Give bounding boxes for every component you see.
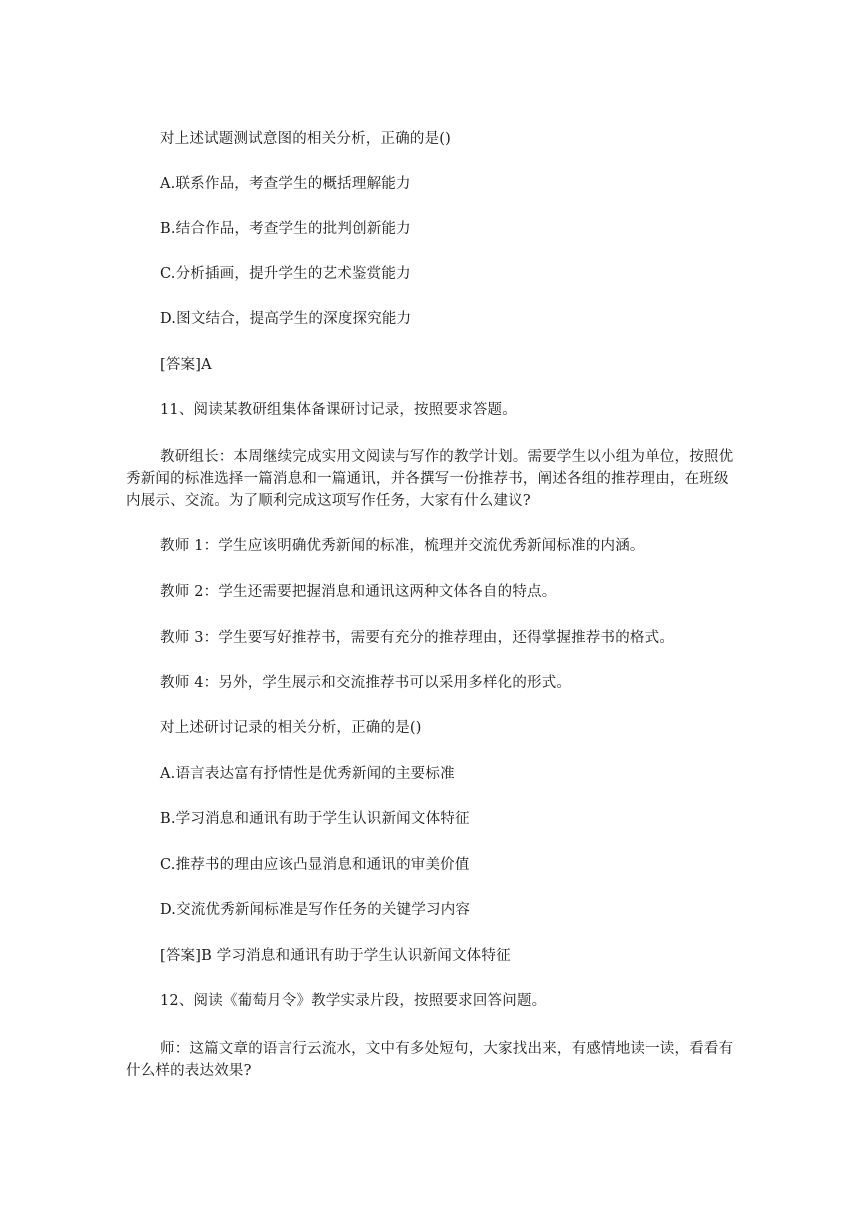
teacher-2-statement: 教师 2：学生还需要把握消息和通讯这两种文体各自的特点。 <box>160 584 557 600</box>
question-stem: 对上述研讨记录的相关分析，正确的是() <box>160 720 422 736</box>
option-c: C.推荐书的理由应该凸显消息和通讯的审美价值 <box>160 857 470 873</box>
question-stem: 对上述试题测试意图的相关分析，正确的是() <box>160 131 452 147</box>
teacher-dialogue: 师：这篇文章的语言行云流水，文中有多处短句，大家找出来，有感情地读一读，看看有什么样的表达效果? <box>126 1041 734 1079</box>
option-c: C.分析插画，提升学生的艺术鉴赏能力 <box>160 266 411 282</box>
option-b: B.结合作品，考查学生的批判创新能力 <box>160 221 411 237</box>
answer: [答案]B 学习消息和通讯有助于学生认识新闻文体特征 <box>160 948 511 964</box>
option-d: D.图文结合，提高学生的深度探究能力 <box>160 311 412 327</box>
answer: [答案]A <box>160 357 212 373</box>
option-a: A.联系作品，考查学生的概括理解能力 <box>160 176 411 192</box>
option-a: A.语言表达富有抒情性是优秀新闻的主要标准 <box>160 766 455 782</box>
question-12-heading: 12、阅读《葡萄月令》教学实录片段，按照要求回答问题。 <box>160 993 547 1009</box>
teacher-4-statement: 教师 4：另外，学生展示和交流推荐书可以采用多样化的形式。 <box>160 675 572 691</box>
question-11-heading: 11、阅读某教研组集体备课研讨记录，按照要求答题。 <box>160 402 517 418</box>
teacher-1-statement: 教师 1：学生应该明确优秀新闻的标准，梳理并交流优秀新闻标准的内涵。 <box>160 538 645 554</box>
leader-statement: 教研组长：本周继续完成实用文阅读与写作的教学计划。需要学生以小组为单位，按照优秀新闻的标准选择一篇消息和一篇通讯，并各撰写一份推荐书，阐述各组的推荐理由，在班级内展示、交流。为了顺利完成这项写作任务，大家有什么建议? <box>126 449 734 509</box>
option-b: B.学习消息和通讯有助于学生认识新闻文体特征 <box>160 811 470 827</box>
teacher-3-statement: 教师 3：学生要写好推荐书，需要有充分的推荐理由，还得掌握推荐书的格式。 <box>160 630 675 646</box>
option-d: D.交流优秀新闻标准是写作任务的关键学习内容 <box>160 902 471 918</box>
